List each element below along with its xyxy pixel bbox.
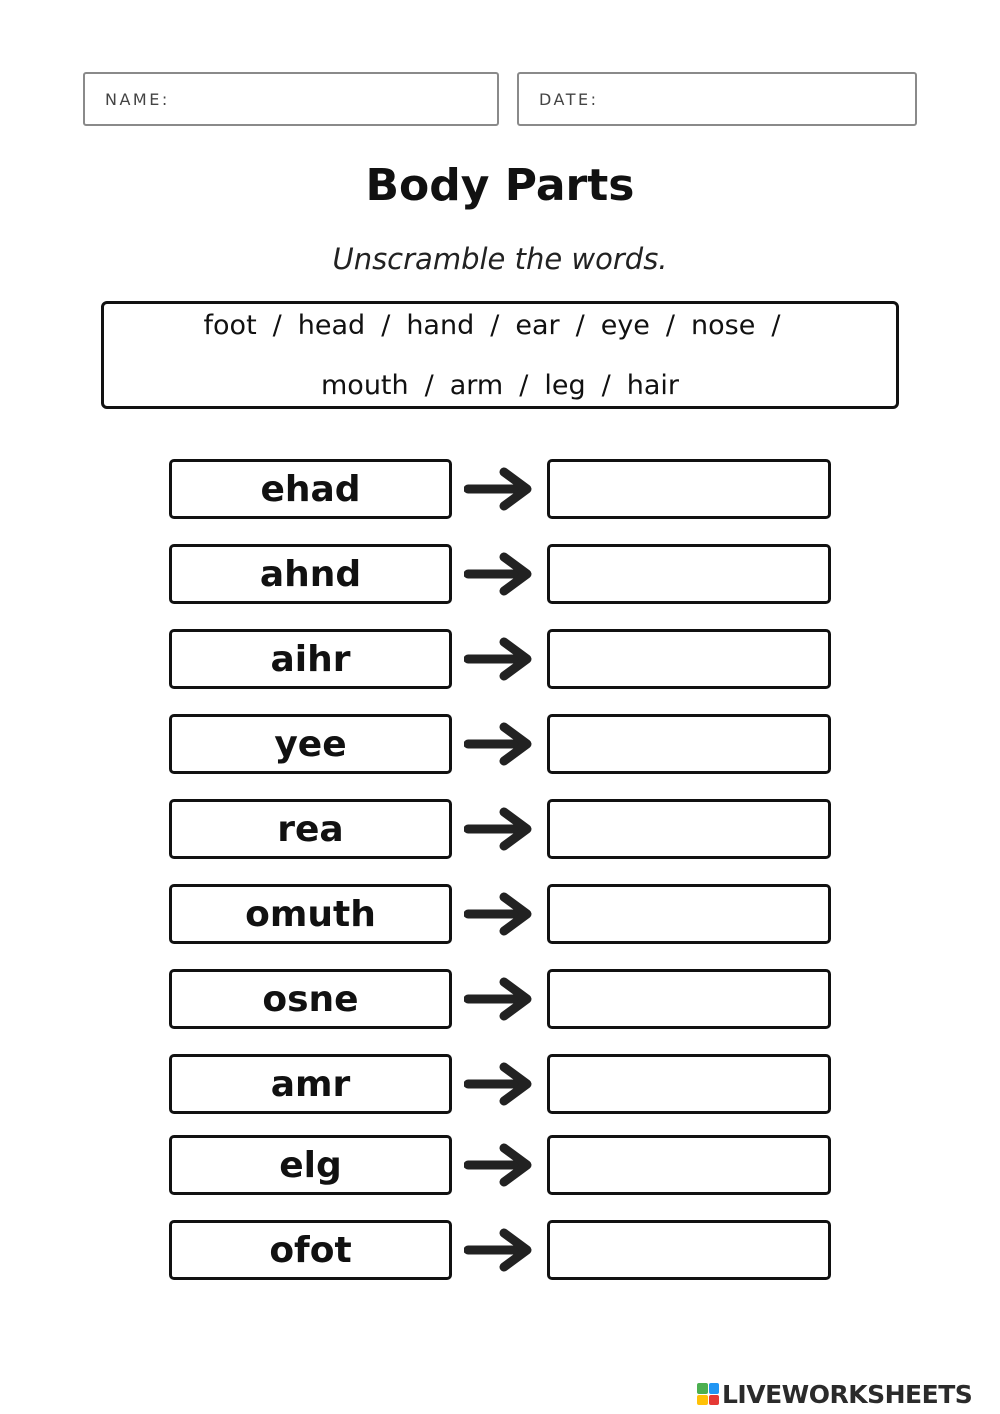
word-bank-separator: / [424,370,434,401]
arrow-right-icon [464,1228,536,1272]
name-field-box [83,72,499,126]
liveworksheets-logo [697,1380,972,1408]
word-bank-word: arm [449,370,504,401]
answer-input[interactable] [547,884,831,944]
answer-input[interactable] [547,1054,831,1114]
exercise-row [0,459,1000,519]
arrow-right-icon [464,637,536,681]
answer-input[interactable] [547,1220,831,1280]
answer-input[interactable] [547,714,831,774]
word-bank-word: foot [203,310,257,341]
scrambled-word: ehad [169,459,452,519]
exercise-row [0,1220,1000,1280]
word-bank-separator: / [519,370,529,401]
answer-input[interactable] [547,799,831,859]
logo-tile [697,1383,708,1394]
word-bank-line-2 [104,370,896,401]
answer-input[interactable] [547,629,831,689]
word-bank-word: mouth [321,370,409,401]
word-bank-separator: / [771,310,781,341]
word-bank-word: ear [515,310,560,341]
word-bank-separator: / [601,370,611,401]
word-bank-word: nose [691,310,756,341]
word-bank-separator: / [272,310,282,341]
answer-input[interactable] [547,969,831,1029]
instructions: Unscramble the words. [332,242,668,276]
brand-name: LIVEWORKSHEETS [722,1379,973,1409]
arrow-right-icon [464,552,536,596]
exercise-row [0,884,1000,944]
arrow-right-icon [464,467,536,511]
scrambled-word: rea [169,799,452,859]
name-label: NAME: [105,89,170,109]
exercise-row [0,714,1000,774]
word-bank-word: hair [626,370,679,401]
arrow-right-icon [464,807,536,851]
worksheet-title: Body Parts [365,160,635,211]
logo-tile [709,1395,720,1406]
logo-tile [697,1395,708,1406]
scrambled-word: osne [169,969,452,1029]
word-bank-line-1 [104,310,896,341]
date-field-box [517,72,917,126]
answer-input[interactable] [547,544,831,604]
scrambled-word: yee [169,714,452,774]
word-bank-separator: / [575,310,585,341]
arrow-right-icon [464,977,536,1021]
liveworksheets-logo-icon [697,1383,719,1405]
scrambled-word: omuth [169,884,452,944]
scrambled-word: elg [169,1135,452,1195]
scrambled-word: aihr [169,629,452,689]
word-bank-word: head [297,310,366,341]
answer-input[interactable] [547,1135,831,1195]
logo-tile [709,1383,720,1394]
date-input[interactable] [605,78,915,120]
exercise-row [0,969,1000,1029]
arrow-right-icon [464,722,536,766]
word-bank-separator: / [490,310,500,341]
word-bank-separator: / [381,310,391,341]
arrow-right-icon [464,892,536,936]
word-bank-separator: / [665,310,676,341]
exercise-row [0,629,1000,689]
scrambled-word: amr [169,1054,452,1114]
name-input[interactable] [176,78,497,120]
exercise-row [0,1135,1000,1195]
word-bank [101,301,899,409]
word-bank-word: hand [406,310,475,341]
arrow-right-icon [464,1143,536,1187]
arrow-right-icon [464,1062,536,1106]
scrambled-word: ahnd [169,544,452,604]
exercise-row [0,1054,1000,1114]
word-bank-word: leg [544,370,586,401]
scrambled-word: ofot [169,1220,452,1280]
exercise-row [0,544,1000,604]
word-bank-word: eye [600,310,650,341]
exercise-row [0,799,1000,859]
answer-input[interactable] [547,459,831,519]
date-label: DATE: [539,89,599,109]
